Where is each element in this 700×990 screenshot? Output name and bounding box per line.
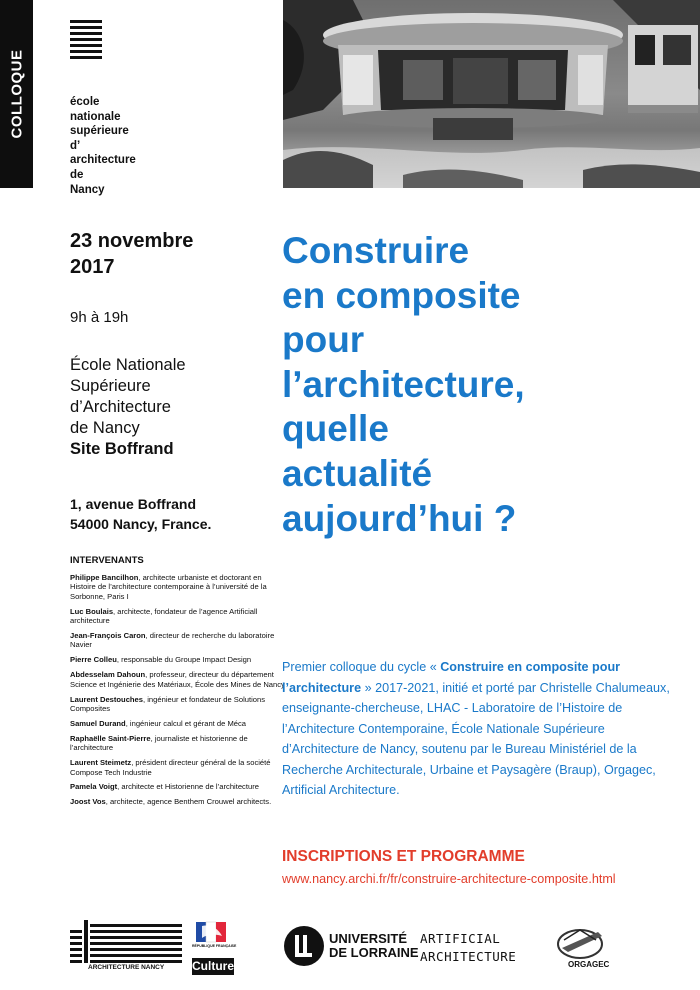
culture-logo	[192, 920, 237, 975]
venue-line: de Nancy	[70, 419, 140, 437]
colloque-title	[282, 229, 692, 541]
event-address	[70, 494, 211, 534]
ul-line2: DE LORRAINE	[329, 945, 419, 960]
speaker-role: , architecte urbaniste et doctorant en Histoire de l’architecture contemporaine à l’université de la Sorbonne, Paris I	[70, 573, 267, 601]
speaker-role: , directeur de recherche du laboratoire Navier	[70, 631, 275, 650]
artificial-text	[420, 930, 540, 966]
description-cycle-name: Construire en composite pour l’architecture	[282, 660, 621, 695]
ul-line1: UNIVERSITÉ	[329, 931, 408, 946]
speaker-role: , architecte, agence Benthem Crouwel architects.	[105, 797, 272, 807]
speaker-name: Laurent Steimetz	[70, 758, 132, 768]
artificial-architecture-logo	[420, 930, 540, 970]
school-name-line: architecture	[70, 154, 136, 167]
venue-line: d’Architecture	[70, 398, 171, 416]
universite-lorraine-logo	[283, 925, 419, 969]
speaker-name: Pierre Colleu	[70, 655, 117, 665]
venue-site: Site Boffrand	[70, 440, 174, 458]
speaker-item	[70, 573, 285, 601]
speaker-item	[70, 695, 285, 714]
school-name	[70, 95, 210, 197]
speaker-name: Luc Boulais	[70, 606, 114, 616]
school-name-line: supérieure	[70, 125, 129, 138]
orgagec-label: ORGAGEC	[568, 960, 610, 969]
event-date-day: 23 novembre	[70, 230, 194, 252]
speaker-role: , ingénieur calcul et gérant de Méca	[125, 718, 247, 728]
speaker-role: , journaliste et historienne de l’architecture	[70, 733, 248, 753]
speaker-role: , architecte, fondateur de l’agence Artificiall architecture	[70, 606, 258, 626]
speaker-role: , responsable du Groupe Impact Design	[116, 655, 252, 665]
speaker-item	[70, 797, 285, 806]
event-hours: 9h à 19h	[70, 309, 129, 326]
ensa-nancy-logo	[70, 920, 185, 975]
speakers-heading: INTERVENANTS	[70, 555, 144, 566]
orgagec-emblem-icon	[550, 922, 630, 962]
ensa-logo-label: ARCHITECTURE NANCY	[88, 964, 165, 971]
description-intro: Premier colloque du cycle «	[282, 660, 441, 674]
title-line: aujourd’hui ?	[282, 497, 517, 539]
title-line: en composite	[282, 274, 521, 316]
artificial-line1: ARTIFICIAL	[420, 931, 501, 946]
colloque-tag	[0, 0, 33, 188]
speaker-name: Pamela Voigt	[70, 782, 118, 792]
title-line: Construire	[282, 230, 470, 271]
speaker-role: , professeur, directeur du département Science et Ingénierie des Matériaux, École des Mines de Nancy	[70, 670, 285, 689]
description-paragraph	[282, 657, 682, 801]
colloque-tag-label: COLLOQUE	[8, 49, 25, 139]
speaker-role: , architecte et Historienne de l’architecture	[117, 782, 259, 792]
speaker-role: , ingénieur et fondateur de Solutions Composites	[70, 694, 266, 713]
speaker-name: Laurent Destouches	[70, 694, 144, 704]
school-name-line: de	[70, 168, 84, 181]
event-venue	[70, 355, 270, 460]
speaker-name: Raphaëlle Saint-Pierre	[70, 733, 151, 743]
speaker-name: Philippe Bancilhon	[70, 573, 139, 582]
school-name-line: école	[70, 96, 100, 108]
school-name-line: nationale	[70, 110, 121, 123]
speaker-role: , président directeur général de la société Compose Tech Industrie	[70, 758, 271, 777]
orgagec-logo	[550, 922, 630, 972]
address-city: 54000 Nancy, France.	[70, 516, 212, 532]
speaker-item	[70, 719, 285, 728]
artificial-line2: ARCHITECTURE	[420, 949, 517, 964]
address-street: 1, avenue Boffrand	[70, 496, 197, 512]
title-line: l’architecture,	[282, 363, 525, 405]
speaker-item	[70, 782, 285, 791]
speaker-item	[70, 631, 285, 650]
speaker-item	[70, 607, 285, 626]
ul-name	[329, 932, 419, 960]
venue-line: Supérieure	[70, 377, 151, 395]
title-line: actualité	[282, 452, 433, 494]
speaker-item	[70, 734, 285, 753]
event-date-year: 2017	[70, 256, 115, 278]
school-name-line: d’	[70, 139, 81, 152]
culture-label: Culture	[192, 959, 234, 973]
school-name-line: Nancy	[70, 183, 105, 196]
title-line: quelle	[282, 408, 389, 450]
speaker-item	[70, 655, 285, 664]
speaker-name: Abdesselam Dahoun	[70, 670, 146, 680]
ul-circle-icon	[283, 925, 325, 967]
house-photo	[283, 0, 700, 188]
school-logo-icon	[70, 20, 102, 62]
speaker-name: Samuel Durand	[70, 718, 126, 728]
inscriptions-heading: INSCRIPTIONS ET PROGRAMME	[282, 848, 525, 865]
speaker-name: Jean-François Caron	[70, 631, 146, 641]
title-line: pour	[282, 319, 365, 361]
speaker-name: Joost Vos	[70, 797, 106, 807]
event-date	[70, 228, 270, 280]
speaker-item	[70, 758, 285, 777]
program-link[interactable]: www.nancy.archi.fr/fr/construire-architecture-composite.html	[282, 872, 616, 886]
speaker-item	[70, 670, 285, 689]
speakers-list	[70, 573, 285, 812]
republique-label: RÉPUBLIQUE FRANÇAISE	[192, 944, 237, 948]
venue-line: École Nationale	[70, 356, 186, 374]
description-body: » 2017-2021, initié et porté par Christelle Chalumeaux, enseignante-chercheuse, LHAC - Laboratoire de l’Histoire de l’Architecture Contemporaine, École Nationale Supérieure d’Architecture de Nancy, soutenu par le Bureau Ministériel de la Recherche Architecturale, Urbaine et Paysagère (Braup), Orgagec, Artificial Architecture.	[282, 680, 670, 797]
